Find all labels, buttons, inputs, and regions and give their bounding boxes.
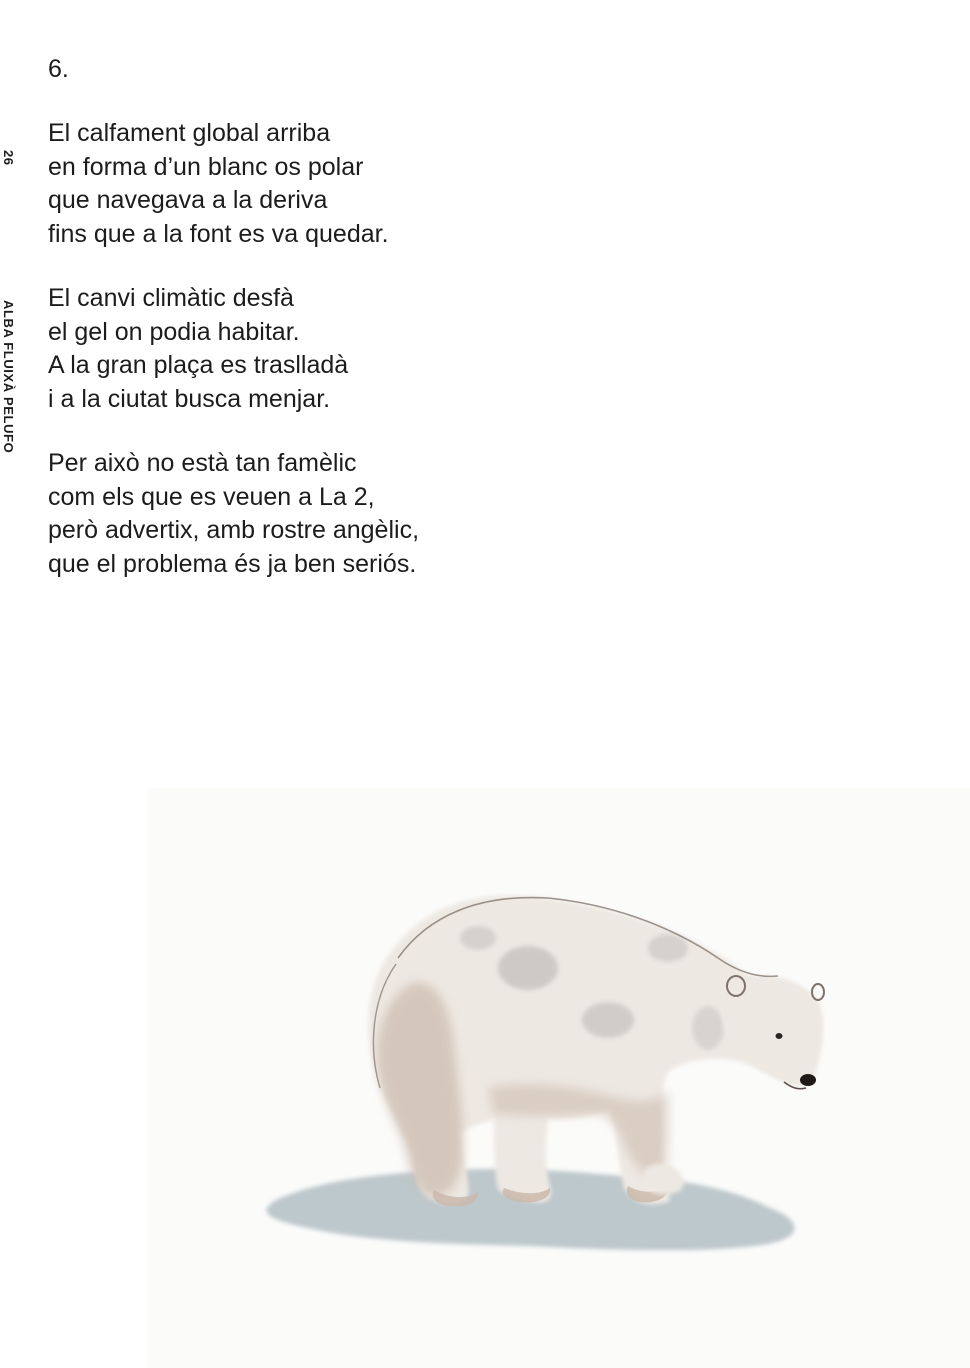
running-margin (0, 0, 20, 1368)
stanza-2 (48, 282, 508, 416)
poem-line: El calfament global arriba (48, 119, 331, 147)
bear-head (721, 976, 822, 1086)
page-number: 26 (1, 150, 16, 166)
poem-line: el gel on podia habitar. (48, 317, 300, 346)
fur-patch (460, 926, 496, 950)
author-name: ALBA FLUIXÀ PELUFO (1, 300, 16, 454)
fur-patch (582, 1002, 634, 1038)
poem-number: 6. (48, 55, 69, 83)
bear-ear (812, 984, 824, 1000)
poem (48, 52, 508, 612)
fur-patch (692, 1006, 724, 1050)
poem-line: i a la ciutat busca menjar. (48, 384, 331, 413)
poem-line: que navegava a la deriva (48, 186, 328, 214)
poem-line: A la gran plaça es traslladà (48, 351, 349, 379)
poem-line: en forma d’un blanc os polar (48, 152, 364, 181)
poem-line: que el problema és ja ben seriós. (48, 549, 417, 578)
poem-line: Per això no està tan famèlic (48, 449, 357, 477)
poem-line: com els que es veuen a La 2, (48, 482, 375, 511)
bear-eye (776, 1033, 783, 1039)
poem-line: però advertix, amb rostre angèlic, (48, 516, 420, 544)
polar-bear-illustration (148, 788, 970, 1368)
stanza-3 (48, 447, 508, 581)
stanza-1 (48, 117, 508, 251)
bear-nose (800, 1074, 816, 1086)
poem-line: fins que a la font es va quedar. (48, 219, 389, 248)
polar-bear-watercolor (148, 788, 970, 1368)
fur-patch (648, 934, 688, 962)
fur-patch (498, 946, 558, 990)
poem-line: El canvi climàtic desfà (48, 284, 294, 312)
bear-front-paw (644, 1164, 685, 1194)
